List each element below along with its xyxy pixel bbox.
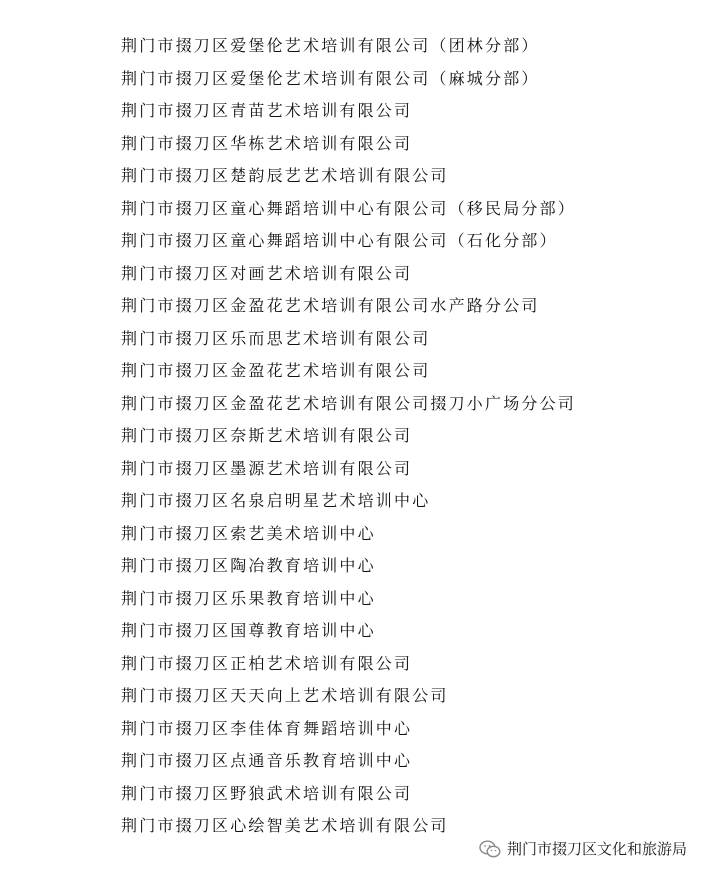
list-item: 荆门市掇刀区正柏艺术培训有限公司	[121, 653, 413, 673]
list-item: 荆门市掇刀区乐而思艺术培训有限公司	[121, 328, 431, 348]
list-item: 荆门市掇刀区金盈花艺术培训有限公司水产路分公司	[121, 296, 540, 315]
list-item: 荆门市掇刀区点通音乐教育培训中心	[121, 751, 413, 770]
list-item: 荆门市掇刀区天天向上艺术培训有限公司	[121, 686, 449, 705]
list-item: 荆门市掇刀区对画艺术培训有限公司	[121, 263, 413, 283]
institution-list	[121, 30, 576, 843]
list-item: 荆门市掇刀区索艺美术培训中心	[121, 523, 376, 543]
list-item: 荆门市掇刀区青苗艺术培训有限公司	[121, 101, 413, 120]
wechat-icon	[479, 840, 501, 858]
watermark-text: 荆门市掇刀区文化和旅游局	[506, 840, 687, 858]
watermark	[479, 838, 687, 859]
list-item: 荆门市掇刀区国尊教育培训中心	[121, 621, 376, 640]
list-item: 荆门市掇刀区奈斯艺术培训有限公司	[121, 426, 413, 445]
list-item: 荆门市掇刀区楚韵辰艺艺术培训有限公司	[121, 166, 449, 185]
list-item: 荆门市掇刀区乐果教育培训中心	[121, 588, 376, 608]
list-item: 荆门市掇刀区爱堡伦艺术培训有限公司（麻城分部）	[121, 68, 540, 88]
list-item: 荆门市掇刀区心绘智美艺术培训有限公司	[121, 816, 449, 835]
list-item: 荆门市掇刀区童心舞蹈培训中心有限公司（石化分部）	[121, 231, 558, 250]
list-item: 荆门市掇刀区爱堡伦艺术培训有限公司（团林分部）	[121, 36, 540, 55]
list-item: 荆门市掇刀区墨源艺术培训有限公司	[121, 458, 413, 478]
list-item: 荆门市掇刀区野狼武术培训有限公司	[121, 783, 413, 803]
list-item: 荆门市掇刀区陶冶教育培训中心	[121, 556, 376, 575]
list-item: 荆门市掇刀区名泉启明星艺术培训中心	[121, 491, 431, 510]
list-item: 荆门市掇刀区金盈花艺术培训有限公司掇刀小广场分公司	[121, 393, 577, 413]
list-item: 荆门市掇刀区李佳体育舞蹈培训中心	[121, 718, 413, 738]
list-item: 荆门市掇刀区金盈花艺术培训有限公司	[121, 361, 431, 380]
list-item: 荆门市掇刀区童心舞蹈培训中心有限公司（移民局分部）	[121, 198, 577, 218]
list-item: 荆门市掇刀区华栋艺术培训有限公司	[121, 133, 413, 153]
